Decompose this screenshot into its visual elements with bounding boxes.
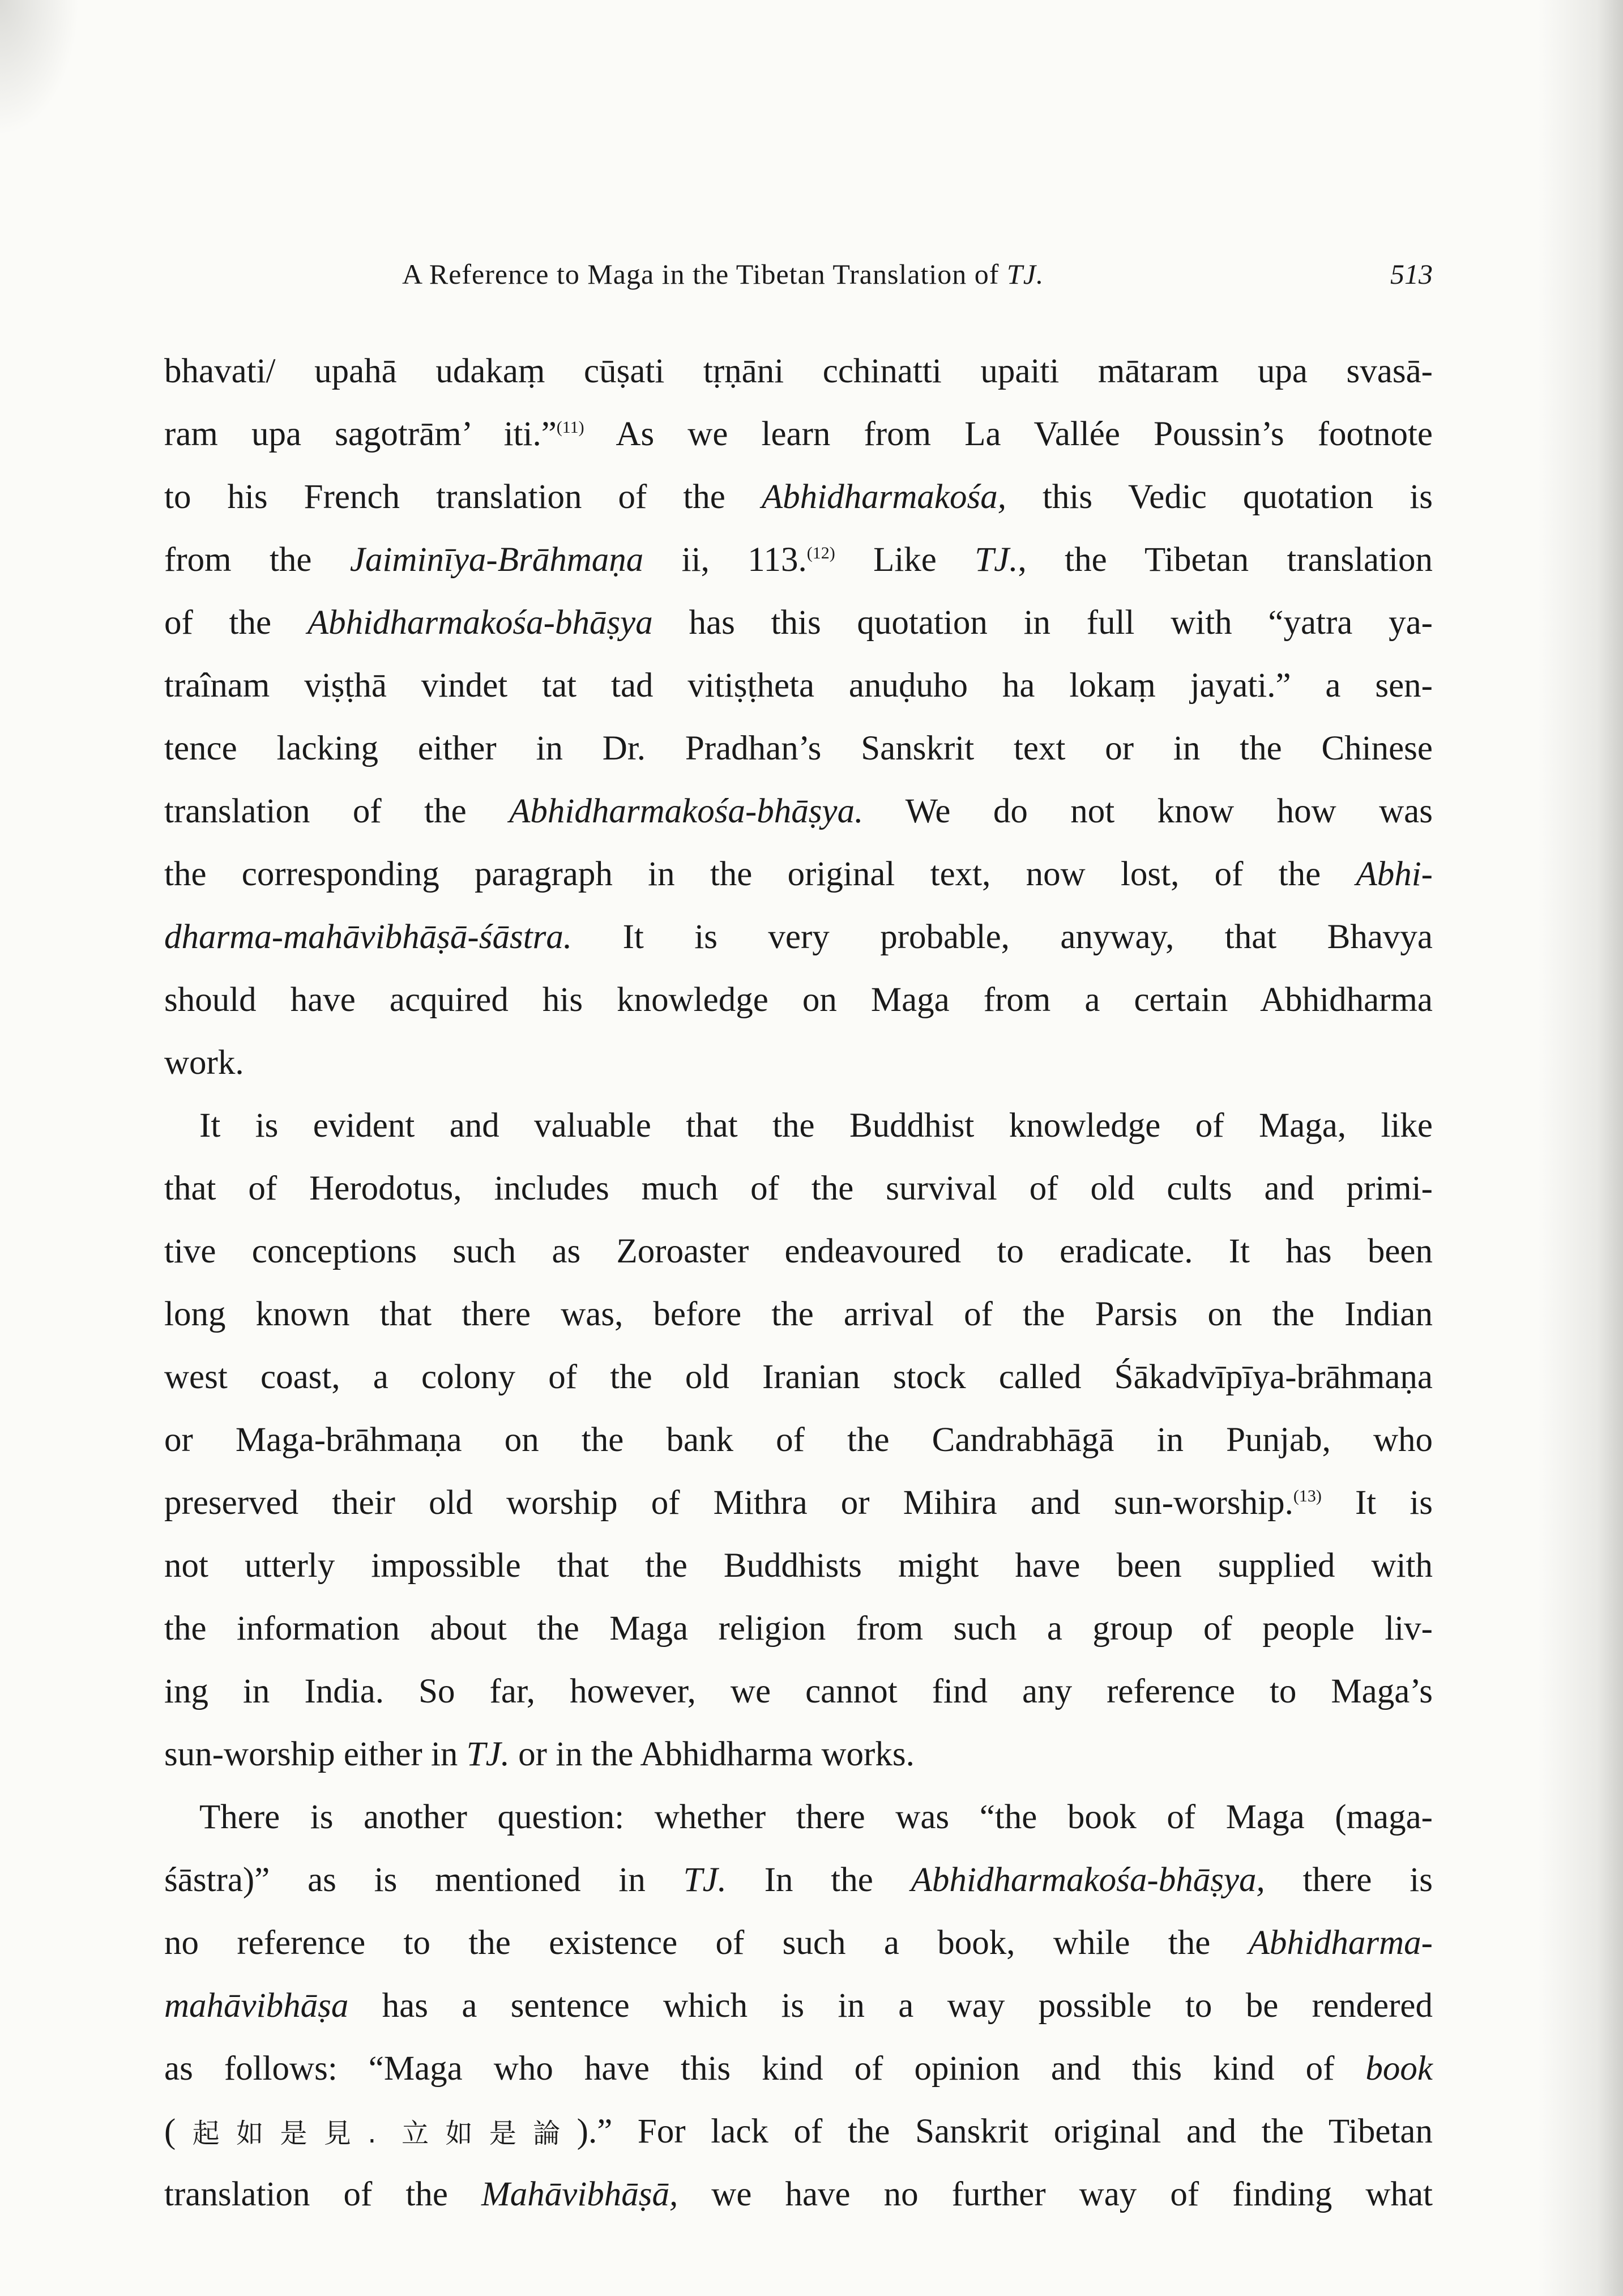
italic-title: Abhidharmakośa, (761, 478, 1006, 516)
text-span: or Maga-brāhmaṇa on the bank of the Candrabhāgā in Punjab, who (164, 1421, 1433, 1459)
text-span: long known that there was, before the arrival of the Parsis on the Indian (164, 1295, 1433, 1333)
text-line (164, 1911, 1433, 1974)
text-span: has a sentence which is in a way possible to be rendered (348, 1987, 1433, 2025)
text-line (164, 528, 1433, 591)
text-line (164, 1974, 1433, 2037)
scan-shadow-edge (1538, 0, 1623, 2296)
text-span: bhavati/ upahā udakaṃ cūṣati tṛṇāni cchinatti upaiti mātaram upa svasā- (164, 352, 1433, 390)
text-line (164, 1409, 1433, 1471)
text-line (164, 1157, 1433, 1220)
text-line (164, 1660, 1433, 1723)
text-line (164, 1723, 1433, 1786)
text-span: should have acquired his knowledge on Maga from a certain Abhidharma (164, 981, 1433, 1019)
text-line (164, 1283, 1433, 1346)
italic-title: TJ. (683, 1861, 727, 1899)
text-line (164, 843, 1433, 906)
text-span: work. (164, 1044, 244, 1082)
text-span: It is evident and valuable that the Buddhist knowledge of Maga, like (199, 1107, 1433, 1145)
text-span: west coast, a colony of the old Iranian stock called Śākadvīpīya-brāhmaṇa (164, 1358, 1433, 1396)
text-line (164, 1346, 1433, 1409)
text-span: the information about the Maga religion from such a group of people liv- (164, 1610, 1433, 1648)
text-line (164, 2037, 1433, 2100)
page-number: 513 (1390, 258, 1433, 290)
text-span: has this quotation in full with “yatra ya- (652, 604, 1433, 642)
text-span: of the (164, 604, 307, 642)
text-span: tive conceptions such as Zoroaster endeavoured to eradicate. It has been (164, 1232, 1433, 1270)
italic-title: Jaiminīya-Brāhmaṇa (349, 541, 644, 579)
paragraph-start (164, 1786, 1433, 1849)
text-line (164, 2163, 1433, 2226)
italic-title: mahāvibhāṣa (164, 1987, 349, 2025)
text-span: śāstra)” as is mentioned in (164, 1861, 684, 1899)
text-span: ).” For lack of the Sanskrit original and the Tibetan (576, 2113, 1433, 2150)
text-span: It is (1321, 1484, 1433, 1522)
text-line (164, 1220, 1433, 1283)
text-span: traînam viṣṭhā vindet tat tad vitiṣṭheta anuḍuho ha lokaṃ jayati.” a sen- (164, 667, 1433, 705)
footnote-marker: (11) (556, 418, 584, 437)
text-span: In the (726, 1861, 911, 1899)
text-line (164, 1849, 1433, 1911)
text-span: It is very probable, anyway, that Bhavya (572, 918, 1433, 956)
text-span: no reference to the existence of such a book, while the (164, 1924, 1249, 1962)
text-span: We do not know how was (863, 792, 1433, 830)
text-span: from the (164, 541, 350, 579)
italic-title: dharma-mahāvibhāṣā-śāstra. (164, 918, 573, 956)
text-span: this Vedic quotation is (1006, 478, 1433, 516)
italic-title: Abhidharmakośa-bhāṣya, (911, 1861, 1265, 1899)
text-span: ram upa sagotrām’ iti.” (164, 415, 557, 453)
text-span: not utterly impossible that the Buddhists might have been supplied with (164, 1547, 1433, 1585)
text-span: translation of the (164, 792, 510, 830)
text-line (164, 2100, 1433, 2163)
italic-title: TJ. (466, 1735, 510, 1773)
text-span: we have no further way of finding what (678, 2175, 1433, 2213)
italic-title: TJ. (975, 541, 1018, 579)
italic-title: Abhidharmakośa-bhāṣya. (509, 792, 864, 830)
body-text (164, 340, 1433, 2226)
text-span: ing in India. So far, however, we cannot find any reference to Maga’s (164, 1672, 1433, 1710)
text-line (164, 717, 1433, 780)
text-span: ( (164, 2113, 176, 2150)
text-span: As we learn from La Vallée Poussin’s footnote (584, 415, 1433, 453)
running-head (164, 258, 1433, 303)
text-line (164, 340, 1433, 403)
italic-title: Abhi- (1356, 855, 1433, 893)
text-span: that of Herodotus, includes much of the survival of old cults and primi- (164, 1170, 1433, 1207)
text-span: preserved their old worship of Mithra or Mihira and sun-worship. (164, 1484, 1293, 1522)
text-span: translation of the (164, 2175, 481, 2213)
chinese-quote: 起如是見. 立如是論 (176, 2118, 577, 2149)
text-line (164, 466, 1433, 528)
text-span: as follows: “Maga who have this kind of opinion and this kind of (164, 2050, 1366, 2088)
text-span: Like (835, 541, 975, 579)
text-line (164, 968, 1433, 1031)
text-line (164, 780, 1433, 843)
running-title-italic: TJ. (1006, 258, 1044, 290)
text-line (164, 906, 1433, 968)
footnote-marker: (13) (1293, 1487, 1322, 1505)
text-span: the corresponding paragraph in the original text, now lost, of the (164, 855, 1356, 893)
text-line (164, 1031, 1433, 1094)
text-span: There is another question: whether there was “the book of Maga (maga- (199, 1798, 1433, 1836)
text-line (164, 1471, 1433, 1534)
text-line (164, 1597, 1433, 1660)
italic-title: Abhidharmakośa-bhāṣya (307, 604, 653, 642)
running-title (402, 258, 1044, 291)
italic-title: Abhidharma- (1248, 1924, 1433, 1962)
italic-title: Mahāvibhāṣā, (481, 2175, 678, 2213)
text-line (164, 654, 1433, 717)
running-title-text: A Reference to Maga in the Tibetan Translation of (402, 258, 1007, 290)
text-span: , the Tibetan translation (1018, 541, 1433, 579)
paragraph-start (164, 1094, 1433, 1157)
text-span: or in the Abhidharma works. (509, 1735, 915, 1773)
text-span: there is (1265, 1861, 1433, 1899)
footnote-marker: (12) (806, 544, 835, 562)
text-span: tence lacking either in Dr. Pradhan’s Sanskrit text or in the Chinese (164, 729, 1433, 767)
text-line (164, 591, 1433, 654)
italic-title: book (1365, 2050, 1433, 2088)
scan-shadow-corner (0, 0, 79, 136)
text-span: ii, 113. (643, 541, 807, 579)
text-line (164, 403, 1433, 466)
text-span: sun-worship either in (164, 1735, 467, 1773)
text-span: to his French translation of the (164, 478, 762, 516)
text-line (164, 1534, 1433, 1597)
